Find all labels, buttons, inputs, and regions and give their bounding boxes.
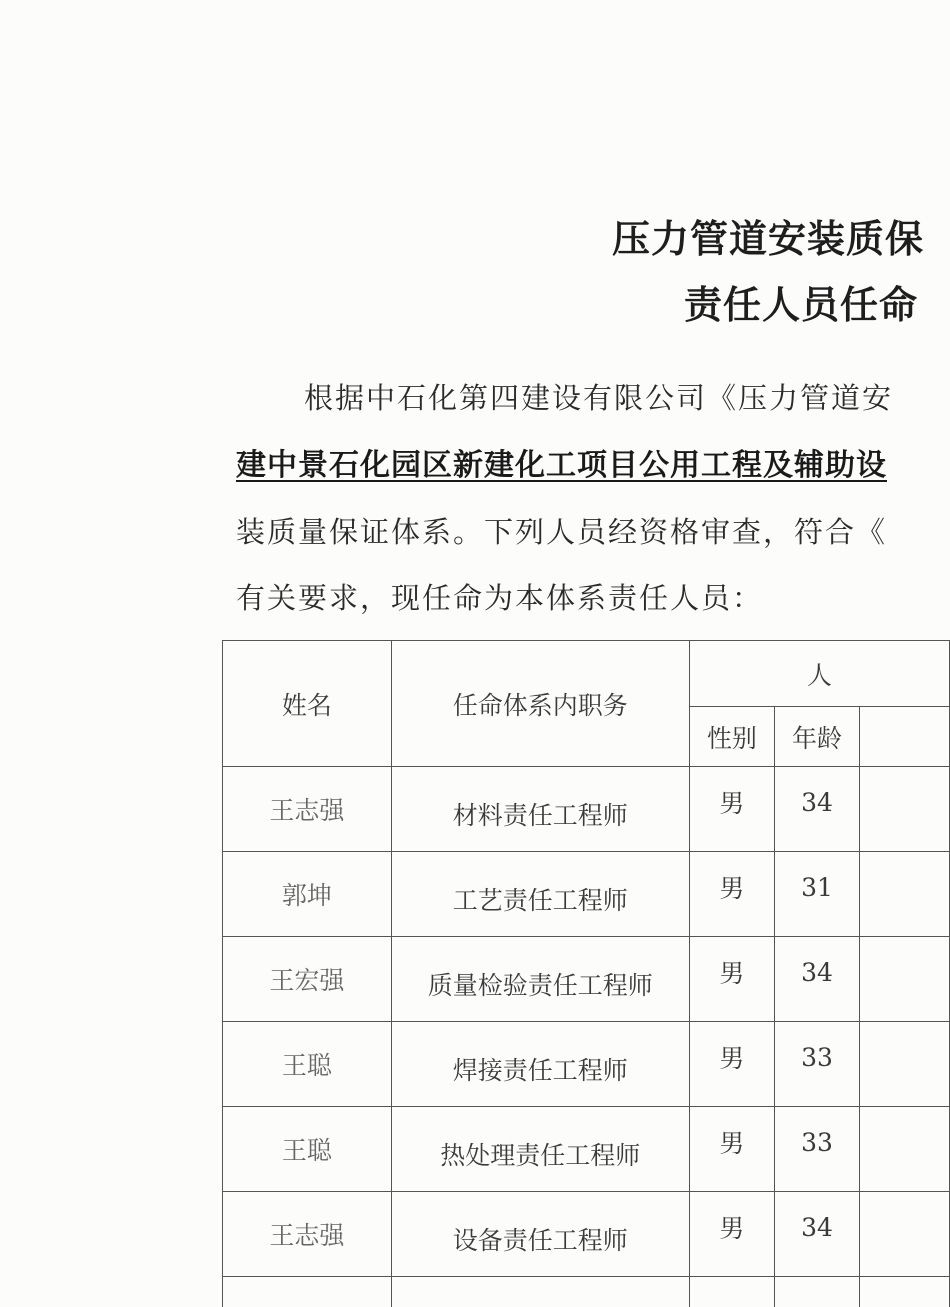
paragraph-line-1: 根据中石化第四建设有限公司《压力管道安 [304,381,894,415]
cell-sex: 男 [689,937,774,1022]
paragraph-line-2-underlined: 建中景石化园区新建化工项目公用工程及辅助设 [236,448,887,483]
cell-other [859,767,949,852]
cell-other [859,1107,949,1192]
table-row [223,1022,950,1107]
cell-duty: 工艺责任工程师 [391,852,689,937]
cell-name: 王志强 [223,1192,392,1277]
cell-age [775,1277,860,1307]
cell-sex [689,1277,774,1307]
table-row [223,937,950,1022]
cell-other [859,852,949,937]
cell-duty: 热处理责任工程师 [391,1107,689,1192]
cell-other [859,1192,949,1277]
cell-sex: 男 [689,1107,774,1192]
cell-duty: 材料责任工程师 [391,767,689,852]
document-title-line1: 压力管道安装质保 [612,217,925,261]
cell-name [223,1277,392,1307]
header-other [859,707,949,767]
cell-name: 王聪 [223,1022,392,1107]
cell-age: 34 [775,767,860,852]
cell-name: 王聪 [223,1107,392,1192]
cell-sex: 男 [689,767,774,852]
cell-other [859,1277,949,1307]
document-title-line2: 责任人员任命 [684,283,919,327]
cell-duty: 焊接责任工程师 [391,1022,689,1107]
cell-name: 王宏强 [223,937,392,1022]
header-sex: 性别 [689,707,774,767]
header-personal-info: 人 [689,641,949,707]
cell-sex: 男 [689,1022,774,1107]
cell-name: 郭坤 [223,852,392,937]
cell-sex: 男 [689,852,774,937]
table-row-partial [223,1277,950,1307]
table-row [223,767,950,852]
personnel-table [222,640,950,1307]
cell-duty: 质量检验责任工程师 [391,937,689,1022]
cell-other [859,937,949,1022]
cell-duty: 设备责任工程师 [391,1192,689,1277]
cell-age: 34 [775,1192,860,1277]
cell-age: 33 [775,1107,860,1192]
paragraph-line-3: 装质量保证体系。下列人员经资格审查，符合《 [236,515,888,549]
header-duty: 任命体系内职务 [391,641,689,767]
table-row [223,852,950,937]
cell-other [859,1022,949,1107]
cell-age: 34 [775,937,860,1022]
header-age: 年龄 [775,707,860,767]
header-name: 姓名 [223,641,392,767]
table-row [223,1192,950,1277]
cell-sex: 男 [689,1192,774,1277]
table-header-row [223,641,950,707]
table-row [223,1107,950,1192]
paragraph-line-4: 有关要求，现任命为本体系责任人员： [236,581,764,615]
cell-name: 王志强 [223,767,392,852]
cell-duty [391,1277,689,1307]
cell-age: 33 [775,1022,860,1107]
cell-age: 31 [775,852,860,937]
